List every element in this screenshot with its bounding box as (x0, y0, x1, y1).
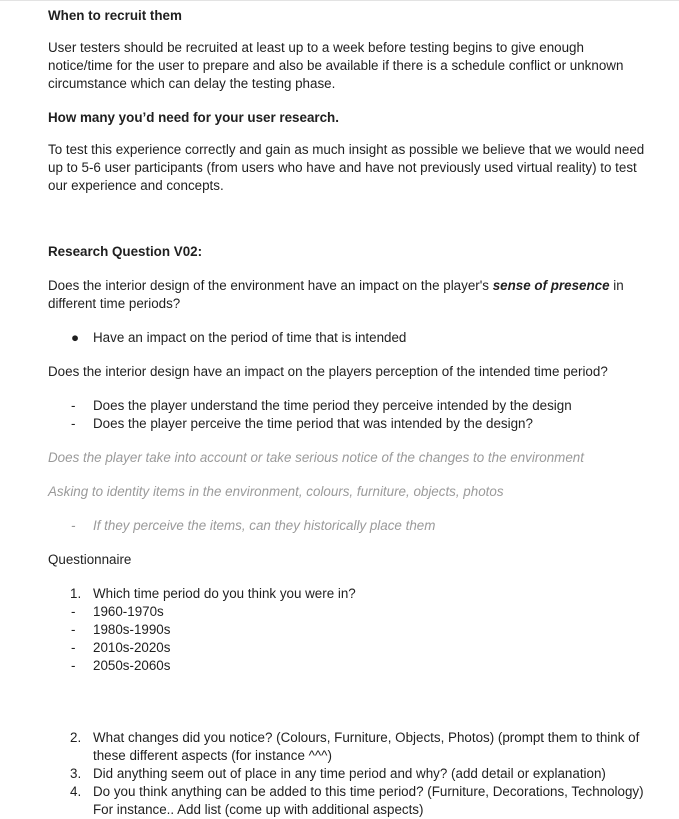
questionnaire-list-2 (48, 729, 648, 819)
question-item (48, 783, 648, 819)
list-item-text: Have an impact on the period of time that is intended (93, 330, 407, 345)
question-number: 1. (70, 586, 82, 601)
questionnaire-heading: Questionnaire (48, 552, 132, 567)
dash-marker: - (71, 640, 76, 655)
muted-note-2: Asking to identity items in the environment, colours, furniture, objects, photos (48, 484, 504, 499)
research-question-1 (48, 277, 648, 313)
option-text: 1980s-1990s (93, 622, 171, 637)
list-item-text: Does the player perceive the time period that was intended by the design? (93, 416, 533, 431)
question-text: What changes did you notice? (Colours, Furniture, Objects, Photos) (prompt them to think of these different aspects (for instance ^^^) (93, 730, 640, 763)
time-period-options (48, 603, 648, 675)
dash-marker: - (71, 622, 76, 637)
bullet-marker: ● (71, 330, 80, 345)
rq1-text-before: Does the interior design of the environment have an impact on the player's (48, 278, 493, 293)
rq1-text-after: in different time periods? (48, 278, 624, 311)
list-item-text: Does the player understand the time period they perceive intended by the design (93, 398, 572, 413)
research-question-2: Does the interior design have an impact on the players perception of the intended time period? (48, 364, 608, 379)
dash-marker: - (71, 518, 76, 533)
needed-heading: How many you’d need for your user research. (48, 110, 339, 125)
question-text: Do you think anything can be added to this time period? (Furniture, Decorations, Technology) For instance.. Add list (come up with additional aspects) (93, 784, 644, 817)
list-item (48, 415, 648, 433)
option-item (48, 657, 648, 675)
document-body (48, 7, 648, 819)
recruit-heading: When to recruit them (48, 8, 182, 23)
dash-marker: - (71, 658, 76, 673)
question-number: 4. (70, 784, 82, 799)
question-number: 2. (70, 730, 82, 745)
question-item (48, 729, 648, 765)
question-text: Which time period do you think you were in? (93, 586, 356, 601)
option-item (48, 603, 648, 621)
rq2-dash-list (48, 397, 648, 433)
rq1-emphasis: sense of presence (492, 278, 610, 293)
recruit-paragraph: User testers should be recruited at least up to a week before testing begins to give enough notice/time for the user to prepare and also be available if there is a schedule conflict or unknown circumstance which can delay the testing phase. (48, 40, 624, 91)
option-text: 2050s-2060s (93, 658, 171, 673)
question-item (48, 765, 648, 783)
research-question-heading: Research Question V02: (48, 244, 203, 259)
question-item (48, 585, 648, 603)
muted-note-1: Does the player take into account or take serious notice of the changes to the environment (48, 450, 584, 465)
questionnaire-list-1 (48, 585, 648, 603)
option-item (48, 621, 648, 639)
list-item (48, 517, 648, 535)
list-item-text: If they perceive the items, can they historically place them (93, 518, 436, 533)
dash-marker: - (71, 398, 76, 413)
option-item (48, 639, 648, 657)
muted-dash-list (48, 517, 648, 535)
option-text: 2010s-2020s (93, 640, 171, 655)
question-number: 3. (70, 766, 82, 781)
option-text: 1960-1970s (93, 604, 164, 619)
dash-marker: - (71, 416, 76, 431)
rq1-bullet-list (48, 329, 648, 347)
list-item (48, 397, 648, 415)
question-text: Did anything seem out of place in any time period and why? (add detail or explanation) (93, 766, 606, 781)
dash-marker: - (71, 604, 76, 619)
needed-paragraph: To test this experience correctly and gain as much insight as possible we believe that we would need up to 5-6 user participants (from users who have and have not previously used virtual reality) to test our experience and concepts. (48, 142, 645, 193)
list-item (48, 329, 648, 347)
page-top-border (0, 0, 679, 1)
